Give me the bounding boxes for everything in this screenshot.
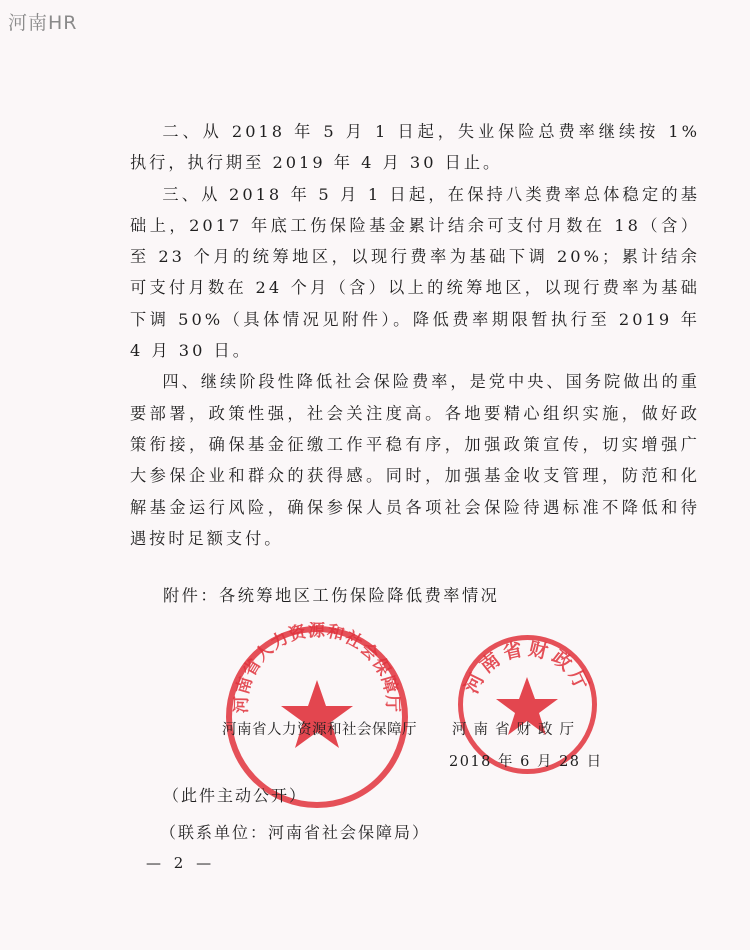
finance-dept-signature: 河南省财政厅 [452,722,581,738]
attachment-line: 附件：各统筹地区工伤保险降低费率情况 [163,586,500,605]
public-note: （此件主动公开） [163,786,308,805]
issue-date: 2018 年 6 月 28 日 [449,754,603,770]
paragraph-policy: 四、继续阶段性降低社会保险费率，是党中央、国务院做出的重要部署，政策性强，社会关注度高。各地要精心组织实施，做好政策衔接，确保基金征缴工作平稳有序，加强政策宣传，切实增强广大参保企业和群众的获得感。同时，加强基金收支管理，防范和化解基金运行风险，确保参保人员各项社会保险待遇标准不降低和待遇按时足额支付。 [130,372,700,548]
paragraph-unemployment: 二、从 2018 年 5 月 1 日起，失业保险总费率继续按 1% 执行，执行期至 2019 年 4 月 30 日止。 [130,122,700,173]
finance-seal-text: 河南省财政厅 [460,637,595,697]
paragraph-work-injury: 三、从 2018 年 5 月 1 日起，在保持八类费率总体稳定的基础上，2017 年底工伤保险基金累计结余可支付月数在 18（含）至 23 个月的统筹地区，以现行费率为基础下调 20%；累计结余可支付月数在 24 个月（含）以上的统筹地区，以现行费率为基础下调 50%（具体情况见附件）。降低费率期限暂执行至 2019 年 4 月 30 日。 [130,184,700,361]
hr-dept-signature: 河南省人力资源和社会保障厅 [222,722,417,738]
watermark: 河南HR [8,12,78,34]
page-number: — 2 — [146,854,216,872]
hr-seal-text: 河南省人力资源和社会保障厅 [231,622,403,714]
contact-note: （联系单位：河南省社会保障局） [160,823,431,842]
body-text [130,116,700,554]
